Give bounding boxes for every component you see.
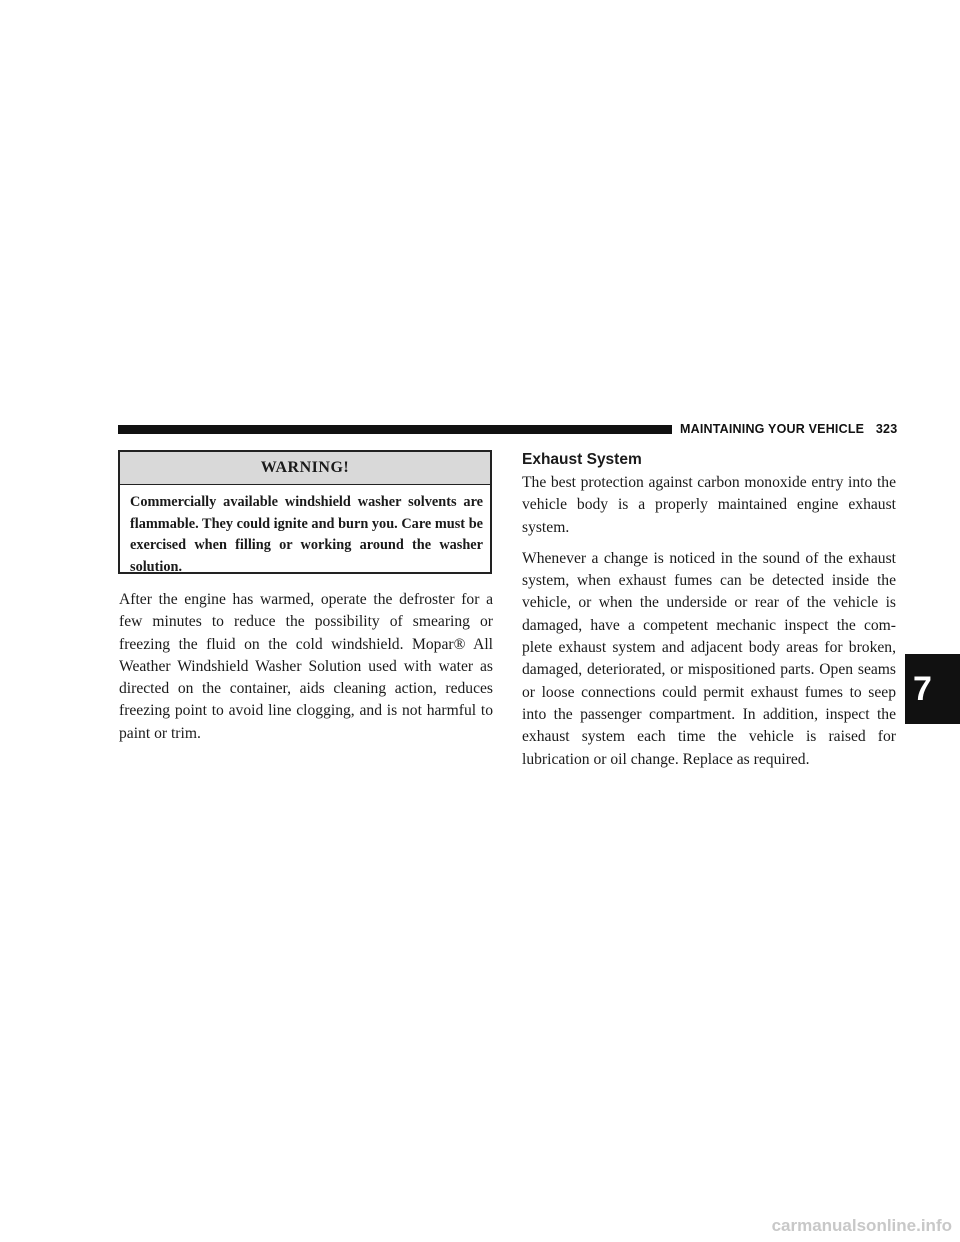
warning-box [118,450,492,574]
header-rule [118,425,672,434]
defroster-paragraph: After the engine has warmed, operate the defroster for a few minutes to reduce the possibility of smearing or freezing the fluid on the cold windshield. Mopar® All Weather Windshield Washer Solution used with water as directed on the container, aids cleaning action, reduces freezing point to avoid line clogging, and is not harmful to paint or trim. [119,591,493,742]
watermark: carmanualsonline.info [771,1216,952,1235]
section-title: MAINTAINING YOUR VEHICLE [680,422,865,436]
exhaust-paragraph-2: Whenever a change is noticed in the sound of the exhaust system, when exhaust fumes can be detected inside the vehicle, or when the underside or rear of the vehicle is damaged, have a competent mechanic inspect the com-plete exhaust system and adjacent body areas for broken, damaged, deteriorated, or mispositioned parts. Open seams or loose connections could permit exhaust fumes to seep into the passenger compartment. In addition, inspect the exhaust system each time the vehicle is raised for lubrication or oil change. Replace as required. [522,549,896,768]
section-heading: Exhaust System [522,451,642,468]
chapter-tab: 7 [905,654,960,724]
warning-text: Commercially available windshield washer solvents are flammable. They could ignite and burn you. Care must be exercised when filling or working around the washer solution. [130,494,483,575]
running-header [680,422,897,436]
exhaust-paragraph-1: The best protection against carbon monoxide entry into the vehicle body is a properly maintained engine exhaust system. [522,474,896,536]
exhaust-system-section [522,450,896,780]
page-number: 323 [875,422,898,436]
warning-title: WARNING! [120,452,490,485]
